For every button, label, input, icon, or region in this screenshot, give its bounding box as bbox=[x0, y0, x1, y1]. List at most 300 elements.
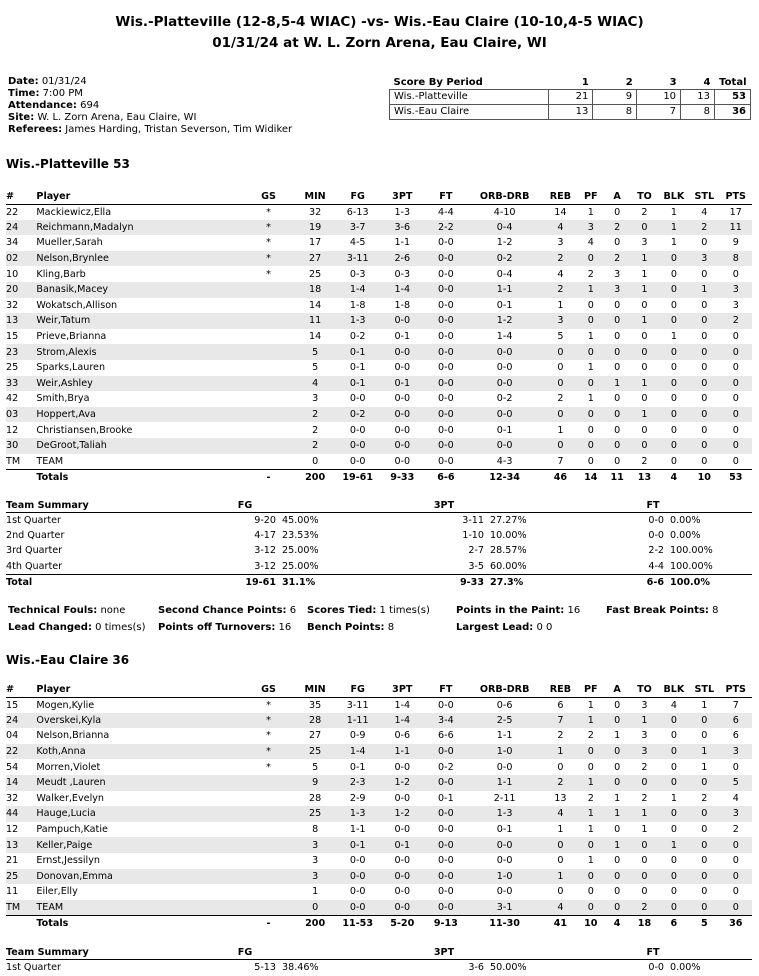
cell-3pt: 0-0 bbox=[394, 886, 411, 898]
summary-fg: 9-20 bbox=[254, 514, 276, 526]
cell-blk: 0 bbox=[670, 886, 677, 898]
cell-to: 0 bbox=[641, 299, 648, 311]
cell-orb-drb: 0-4 bbox=[466, 220, 543, 236]
cell-3pt: 0-0 bbox=[394, 792, 411, 804]
period-team: Wis.-Eau Claire bbox=[390, 104, 549, 119]
player-row bbox=[6, 422, 752, 438]
cell-orb-drb: 0-2 bbox=[466, 251, 543, 267]
total-orb-drb: 11-30 bbox=[466, 915, 543, 931]
cell-orb-drb: 0-6 bbox=[496, 699, 513, 711]
summary-fg-pct: 25.00% bbox=[282, 560, 319, 572]
cell-min: 17 bbox=[309, 237, 322, 249]
summary-fg-header: FG bbox=[156, 946, 334, 959]
cell-min: 25 bbox=[294, 806, 337, 822]
cell-min: 5 bbox=[312, 761, 319, 773]
cell-reb: 13 bbox=[554, 792, 567, 804]
cell-player: Morren,Violet bbox=[36, 761, 101, 773]
cell-pf: 0 bbox=[578, 438, 604, 454]
cell-stl: 1 bbox=[689, 744, 719, 760]
player-row bbox=[6, 204, 752, 220]
cell-blk: 1 bbox=[670, 206, 677, 218]
cell-pf: 0 bbox=[578, 900, 604, 916]
cell-pts: 3 bbox=[732, 299, 739, 311]
cell-jersey: 33 bbox=[6, 376, 36, 392]
period-score: 8 bbox=[681, 104, 715, 119]
cell-stl: 0 bbox=[701, 855, 708, 867]
cell-min: 8 bbox=[312, 824, 319, 836]
cell-min: 2 bbox=[294, 438, 337, 454]
cell-orb-drb: 1-4 bbox=[496, 331, 513, 343]
cell-gs bbox=[243, 791, 294, 807]
cell-stl: 0 bbox=[701, 424, 708, 436]
cell-player: Meudt ,Lauren bbox=[36, 775, 243, 791]
cell-gs: * bbox=[266, 730, 271, 742]
cell-stl: 0 bbox=[701, 455, 708, 467]
cell-to: 0 bbox=[630, 775, 658, 791]
cell-blk: 1 bbox=[670, 331, 677, 343]
header-a: A bbox=[604, 190, 630, 204]
cell-pf: 1 bbox=[587, 331, 594, 343]
player-row bbox=[6, 282, 752, 298]
total-pts: 53 bbox=[719, 469, 752, 485]
cell-player: Weir,Tatum bbox=[36, 313, 243, 329]
cell-reb: 4 bbox=[557, 268, 564, 280]
summary-fg-pct: 45.00% bbox=[282, 514, 319, 526]
summary-3pt-pct: 27.27% bbox=[490, 514, 527, 526]
cell-gs bbox=[243, 837, 294, 853]
cell-to: 1 bbox=[630, 282, 658, 298]
cell-blk: 1 bbox=[670, 237, 677, 249]
period-header: 1 bbox=[581, 76, 589, 88]
summary-fg: 19-61 bbox=[156, 574, 276, 590]
cell-to: 2 bbox=[630, 900, 658, 916]
cell-pf: 0 bbox=[587, 299, 594, 311]
total-pf: 14 bbox=[578, 469, 604, 485]
cell-to: 0 bbox=[630, 220, 658, 236]
total-to: 18 bbox=[630, 915, 658, 931]
cell-reb: 6 bbox=[557, 699, 564, 711]
cell-stl: 0 bbox=[689, 900, 719, 916]
total-blk: 4 bbox=[659, 469, 689, 485]
cell-ft: 6-6 bbox=[438, 730, 454, 742]
cell-3pt: 1-2 bbox=[379, 775, 426, 791]
cell-fg: 0-1 bbox=[349, 362, 366, 374]
player-row bbox=[6, 853, 752, 869]
player-row bbox=[6, 791, 752, 807]
cell-to: 3 bbox=[630, 744, 658, 760]
period-score: 9 bbox=[593, 89, 637, 104]
summary-label: 3rd Quarter bbox=[6, 545, 63, 557]
header-3pt: 3PT bbox=[379, 190, 426, 204]
cell-gs: * bbox=[266, 699, 271, 711]
cell-player: TEAM bbox=[36, 455, 64, 467]
cell-pts: 0 bbox=[719, 407, 752, 423]
cell-ft: 0-0 bbox=[426, 344, 467, 360]
cell-jersey: 32 bbox=[6, 299, 19, 311]
cell-jersey: 32 bbox=[6, 792, 19, 804]
cell-player: Reichmann,Madalyn bbox=[36, 220, 243, 236]
cell-pts: 0 bbox=[719, 900, 752, 916]
cell-blk: 0 bbox=[659, 344, 689, 360]
total-jersey bbox=[6, 915, 36, 931]
cell-jersey: 12 bbox=[6, 824, 19, 836]
cell-3pt: 0-0 bbox=[379, 344, 426, 360]
summary-fg: 4-17 bbox=[254, 529, 276, 541]
cell-pts: 3 bbox=[719, 282, 752, 298]
date-value: 01/31/24 bbox=[41, 76, 87, 87]
cell-gs bbox=[243, 454, 294, 470]
cell-stl: 0 bbox=[701, 362, 708, 374]
cell-to: 0 bbox=[630, 869, 658, 885]
cell-a: 0 bbox=[614, 424, 621, 436]
cell-pf: 1 bbox=[578, 713, 604, 729]
cell-orb-drb: 1-0 bbox=[466, 744, 543, 760]
cell-stl: 3 bbox=[689, 251, 719, 267]
lead-changed: Lead Changed: 0 times(s) bbox=[8, 622, 146, 633]
cell-blk: 1 bbox=[659, 220, 689, 236]
player-row bbox=[6, 266, 752, 282]
header-pf: PF bbox=[578, 190, 604, 204]
cell-3pt: 0-3 bbox=[394, 268, 411, 280]
cell-to: 1 bbox=[641, 824, 648, 836]
cell-stl: 0 bbox=[689, 344, 719, 360]
cell-min: 28 bbox=[294, 713, 337, 729]
cell-stl: 0 bbox=[689, 313, 719, 329]
cell-orb-drb: 3-1 bbox=[466, 900, 543, 916]
site-row: Site: W. L. Zorn Arena, Eau Claire, WI bbox=[8, 112, 197, 123]
total-pf: 10 bbox=[578, 915, 604, 931]
team-summary-table bbox=[6, 499, 752, 590]
cell-3pt: 0-0 bbox=[394, 824, 411, 836]
summary-3pt-pct: 28.57% bbox=[490, 545, 527, 557]
cell-pf: 0 bbox=[578, 344, 604, 360]
summary-fg-pct: 25.00% bbox=[282, 545, 319, 557]
cell-reb: 4 bbox=[543, 900, 577, 916]
cell-a: 3 bbox=[604, 282, 630, 298]
cell-player: Banasik,Macey bbox=[36, 282, 243, 298]
cell-pf: 1 bbox=[587, 699, 594, 711]
cell-jersey: 24 bbox=[6, 713, 36, 729]
cell-pts: 0 bbox=[732, 761, 739, 773]
cell-reb: 2 bbox=[557, 393, 564, 405]
cell-3pt: 3-6 bbox=[379, 220, 426, 236]
cell-reb: 7 bbox=[557, 455, 564, 467]
cell-pf: 0 bbox=[578, 376, 604, 392]
cell-player: Keller,Paige bbox=[36, 837, 243, 853]
cell-pf: 3 bbox=[578, 220, 604, 236]
cell-jersey: 03 bbox=[6, 407, 36, 423]
cell-ft: 0-0 bbox=[426, 869, 467, 885]
box-score-table bbox=[6, 190, 752, 485]
cell-blk: 0 bbox=[659, 806, 689, 822]
cell-fg: 1-3 bbox=[336, 313, 379, 329]
cell-jersey: 14 bbox=[6, 775, 36, 791]
cell-fg: 1-8 bbox=[349, 299, 366, 311]
cell-reb: 2 bbox=[543, 775, 577, 791]
cell-fg: 0-1 bbox=[349, 761, 366, 773]
cell-orb-drb: 0-0 bbox=[466, 438, 543, 454]
cell-fg: 0-0 bbox=[349, 424, 366, 436]
cell-fg: 0-3 bbox=[349, 268, 366, 280]
cell-jersey: 23 bbox=[6, 344, 36, 360]
cell-player: Hoppert,Ava bbox=[36, 407, 243, 423]
player-row bbox=[6, 220, 752, 236]
cell-pf: 1 bbox=[587, 393, 594, 405]
cell-reb: 1 bbox=[557, 299, 564, 311]
cell-blk: 0 bbox=[670, 455, 677, 467]
cell-stl: 0 bbox=[701, 730, 708, 742]
cell-gs bbox=[243, 438, 294, 454]
cell-blk: 0 bbox=[659, 775, 689, 791]
cell-orb-drb: 0-0 bbox=[496, 855, 513, 867]
cell-fg: 1-11 bbox=[336, 713, 379, 729]
team-summary-table bbox=[6, 946, 752, 975]
cell-3pt: 1-4 bbox=[394, 699, 411, 711]
cell-3pt: 1-1 bbox=[394, 237, 411, 249]
total-stl: 5 bbox=[689, 915, 719, 931]
cell-player: Hauge,Lucia bbox=[36, 806, 243, 822]
cell-pts: 3 bbox=[719, 806, 752, 822]
cell-gs: * bbox=[266, 237, 271, 249]
summary-3pt-header: 3PT bbox=[334, 946, 554, 959]
cell-to: 1 bbox=[630, 713, 658, 729]
cell-player: Nelson,Brianna bbox=[36, 730, 110, 742]
cell-a: 0 bbox=[614, 206, 621, 218]
cell-orb-drb: 0-0 bbox=[496, 886, 513, 898]
cell-orb-drb: 1-2 bbox=[466, 313, 543, 329]
cell-player: Mueller,Sarah bbox=[36, 237, 103, 249]
period-score: 10 bbox=[637, 89, 681, 104]
cell-fg: 4-5 bbox=[349, 237, 366, 249]
cell-blk: 0 bbox=[659, 376, 689, 392]
cell-min: 18 bbox=[294, 282, 337, 298]
total-reb: 46 bbox=[543, 469, 577, 485]
summary-row bbox=[6, 512, 752, 528]
cell-fg: 0-9 bbox=[349, 730, 366, 742]
cell-pts: 0 bbox=[719, 376, 752, 392]
player-row bbox=[6, 728, 752, 744]
header-to: TO bbox=[630, 190, 658, 204]
cell-jersey: 54 bbox=[6, 761, 19, 773]
cell-fg: 2-3 bbox=[336, 775, 379, 791]
second-chance-points: Second Chance Points: 6 bbox=[158, 605, 297, 616]
cell-player: Mogen,Kylie bbox=[36, 699, 95, 711]
cell-to: 1 bbox=[630, 313, 658, 329]
cell-to: 0 bbox=[641, 393, 648, 405]
summary-row bbox=[6, 543, 752, 559]
cell-reb: 0 bbox=[543, 376, 577, 392]
total-to: 13 bbox=[630, 469, 658, 485]
player-row bbox=[6, 759, 752, 775]
scores-tied: Scores Tied: 1 times(s) bbox=[307, 605, 430, 616]
header-orb-drb: ORB-DRB bbox=[466, 683, 543, 697]
period-team: Wis.-Platteville bbox=[390, 89, 549, 104]
header-ft: FT bbox=[426, 683, 467, 697]
cell-player: Walker,Evelyn bbox=[36, 792, 104, 804]
cell-jersey: 42 bbox=[6, 393, 19, 405]
cell-to: 3 bbox=[641, 699, 648, 711]
total-reb: 41 bbox=[543, 915, 577, 931]
cell-player: Ernst,Jessilyn bbox=[36, 855, 100, 867]
total-stl: 10 bbox=[689, 469, 719, 485]
period-total: 53 bbox=[714, 89, 750, 104]
summary-fg-pct: 31.1% bbox=[276, 574, 334, 590]
summary-fg: 3-12 bbox=[254, 560, 276, 572]
summary-3pt-pct: 27.3% bbox=[484, 574, 554, 590]
header-gs: GS bbox=[243, 683, 294, 697]
cell-reb: 1 bbox=[543, 744, 577, 760]
cell-a: 0 bbox=[604, 744, 630, 760]
cell-a: 0 bbox=[604, 775, 630, 791]
cell-player: Strom,Alexis bbox=[36, 344, 243, 360]
player-row bbox=[6, 407, 752, 423]
cell-gs bbox=[243, 869, 294, 885]
totals-row bbox=[6, 915, 752, 931]
cell-reb: 4 bbox=[543, 806, 577, 822]
cell-fg: 0-1 bbox=[336, 376, 379, 392]
cell-orb-drb: 0-0 bbox=[466, 837, 543, 853]
cell-blk: 0 bbox=[659, 900, 689, 916]
header-min: MIN bbox=[294, 190, 337, 204]
cell-stl: 1 bbox=[701, 699, 708, 711]
cell-3pt: 0-6 bbox=[394, 730, 411, 742]
summary-3pt: 3-6 bbox=[468, 961, 484, 973]
points-off-turnovers: Points off Turnovers: 16 bbox=[158, 622, 292, 633]
cell-a: 0 bbox=[604, 713, 630, 729]
cell-to: 0 bbox=[641, 424, 648, 436]
cell-pts: 5 bbox=[719, 775, 752, 791]
cell-blk: 0 bbox=[670, 761, 677, 773]
cell-gs bbox=[243, 853, 294, 869]
score-by-period-table bbox=[389, 76, 751, 120]
header-to: TO bbox=[630, 683, 658, 697]
cell-player: Koth,Anna bbox=[36, 744, 243, 760]
cell-min: 3 bbox=[294, 869, 337, 885]
cell-orb-drb: 1-0 bbox=[466, 869, 543, 885]
cell-reb: 2 bbox=[543, 282, 577, 298]
cell-gs bbox=[243, 313, 294, 329]
header-jersey: # bbox=[6, 190, 36, 204]
cell-a: 0 bbox=[604, 900, 630, 916]
cell-ft: 0-0 bbox=[438, 455, 454, 467]
cell-pf: 0 bbox=[587, 761, 594, 773]
summary-3pt: 9-33 bbox=[334, 574, 484, 590]
cell-jersey: 22 bbox=[6, 206, 19, 218]
time-value: 7:00 PM bbox=[42, 88, 83, 99]
cell-reb: 1 bbox=[543, 869, 577, 885]
cell-ft: 0-0 bbox=[438, 362, 454, 374]
cell-orb-drb: 1-1 bbox=[466, 775, 543, 791]
summary-ft-pct: 100.00% bbox=[670, 545, 713, 557]
cell-player: Smith,Brya bbox=[36, 393, 90, 405]
cell-pf: 1 bbox=[587, 362, 594, 374]
cell-reb: 2 bbox=[543, 251, 577, 267]
cell-pts: 0 bbox=[732, 455, 739, 467]
header-blk: BLK bbox=[659, 683, 689, 697]
cell-min: 1 bbox=[312, 886, 319, 898]
period-header: Total bbox=[719, 76, 747, 88]
cell-to: 2 bbox=[641, 206, 648, 218]
cell-blk: 1 bbox=[659, 837, 689, 853]
cell-ft: 0-0 bbox=[438, 268, 454, 280]
cell-gs: * bbox=[266, 206, 271, 218]
cell-reb: 3 bbox=[557, 237, 564, 249]
cell-reb: 7 bbox=[543, 713, 577, 729]
team-title: Wis.-Platteville 53 bbox=[6, 157, 130, 171]
total-fg: 11-53 bbox=[336, 915, 379, 931]
cell-player: Eiler,Elly bbox=[36, 886, 78, 898]
cell-stl: 0 bbox=[701, 393, 708, 405]
cell-stl: 0 bbox=[701, 886, 708, 898]
cell-pts: 3 bbox=[719, 744, 752, 760]
cell-gs bbox=[243, 775, 294, 791]
player-row bbox=[6, 884, 752, 900]
cell-blk: 0 bbox=[659, 313, 689, 329]
cell-pf: 1 bbox=[578, 806, 604, 822]
cell-pf: 1 bbox=[578, 282, 604, 298]
cell-player: Mackiewicz,Ella bbox=[36, 206, 112, 218]
cell-a: 0 bbox=[604, 438, 630, 454]
cell-pf: 0 bbox=[587, 424, 594, 436]
summary-label-header: Team Summary bbox=[6, 946, 156, 959]
cell-stl: 2 bbox=[689, 220, 719, 236]
player-row bbox=[6, 344, 752, 360]
header-blk: BLK bbox=[659, 190, 689, 204]
cell-stl: 0 bbox=[701, 237, 708, 249]
summary-3pt-pct: 50.00% bbox=[490, 961, 527, 973]
summary-ft: 0-0 bbox=[648, 961, 665, 973]
cell-stl: 0 bbox=[689, 438, 719, 454]
cell-ft: 2-2 bbox=[426, 220, 467, 236]
summary-ft: 6-6 bbox=[554, 574, 664, 590]
cell-a: 1 bbox=[604, 806, 630, 822]
cell-gs bbox=[243, 344, 294, 360]
period-score: 13 bbox=[549, 104, 593, 119]
cell-gs bbox=[243, 376, 294, 392]
cell-to: 1 bbox=[630, 251, 658, 267]
summary-ft: 4-4 bbox=[648, 560, 665, 572]
cell-pf: 4 bbox=[587, 237, 594, 249]
cell-blk: 0 bbox=[670, 362, 677, 374]
cell-to: 3 bbox=[641, 730, 648, 742]
period-score: 7 bbox=[637, 104, 681, 119]
total-min: 200 bbox=[294, 915, 337, 931]
cell-to: 0 bbox=[641, 855, 648, 867]
cell-to: 0 bbox=[641, 886, 648, 898]
fast-break-points: Fast Break Points: 8 bbox=[606, 605, 719, 616]
player-row bbox=[6, 713, 752, 729]
technical-fouls: Technical Fouls: none bbox=[8, 605, 126, 616]
cell-3pt: 1-2 bbox=[379, 806, 426, 822]
cell-orb-drb: 0-2 bbox=[496, 393, 513, 405]
cell-gs: * bbox=[243, 251, 294, 267]
cell-fg: 0-0 bbox=[336, 900, 379, 916]
period-header: 4 bbox=[703, 76, 711, 88]
cell-to: 3 bbox=[641, 237, 648, 249]
attendance-value: 694 bbox=[80, 100, 100, 111]
cell-jersey: 02 bbox=[6, 251, 36, 267]
cell-reb: 0 bbox=[557, 362, 564, 374]
cell-ft: 0-2 bbox=[438, 761, 454, 773]
cell-min: 5 bbox=[312, 362, 319, 374]
player-row bbox=[6, 329, 752, 345]
cell-to: 1 bbox=[630, 407, 658, 423]
summary-ft-pct: 0.00% bbox=[670, 514, 701, 526]
cell-a: 0 bbox=[614, 393, 621, 405]
summary-3pt: 1-10 bbox=[462, 529, 484, 541]
summary-ft-header: FT bbox=[554, 499, 752, 512]
cell-blk: 0 bbox=[659, 251, 689, 267]
